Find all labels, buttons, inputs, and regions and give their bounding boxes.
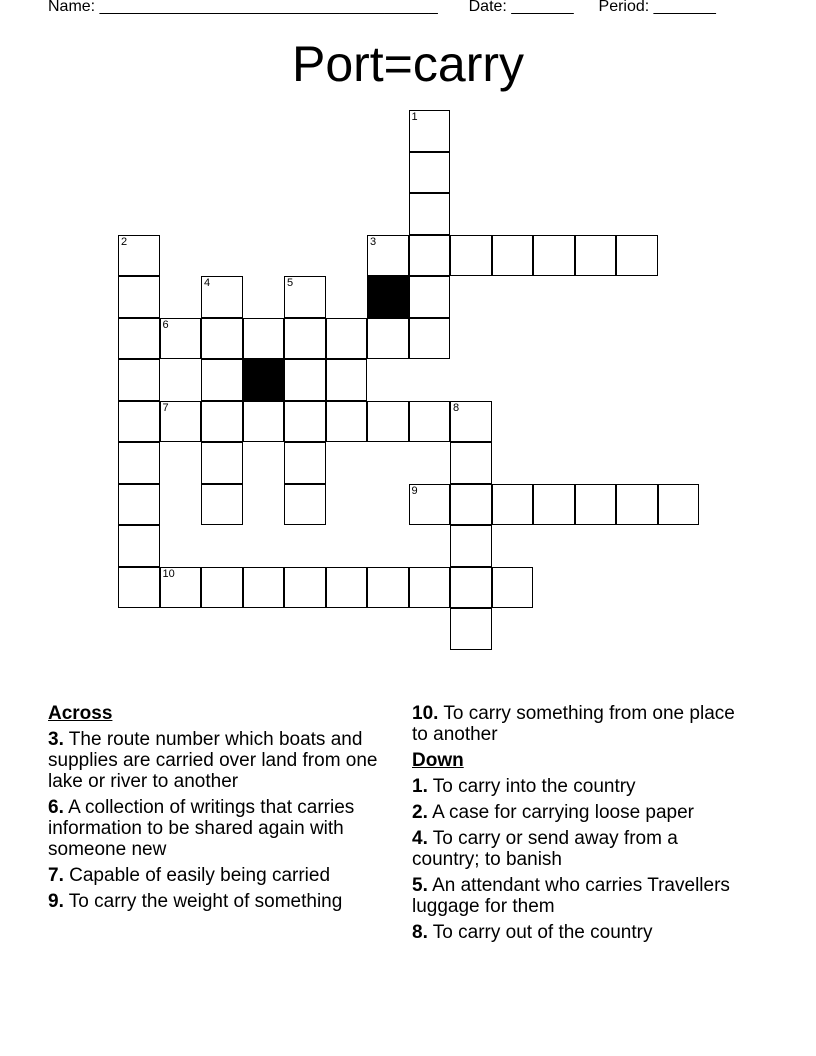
- crossword-cell[interactable]: [118, 318, 160, 360]
- crossword-cell[interactable]: [450, 235, 492, 277]
- crossword-cell[interactable]: [118, 276, 160, 318]
- crossword-cell[interactable]: [284, 567, 326, 609]
- crossword-cell[interactable]: [326, 401, 368, 443]
- crossword-cell[interactable]: [575, 484, 617, 526]
- crossword-cell[interactable]: [409, 276, 451, 318]
- crossword-cell[interactable]: [533, 235, 575, 277]
- name-field-label: Name: ______________________________________: [48, 0, 438, 15]
- down-clue-4: [412, 828, 742, 870]
- clue-text: To carry or send away from a country; to banish: [412, 828, 678, 870]
- crossword-cell[interactable]: [201, 442, 243, 484]
- crossword-cell[interactable]: [284, 401, 326, 443]
- crossword-block: [243, 359, 285, 401]
- crossword-cell[interactable]: [284, 484, 326, 526]
- crossword-cell[interactable]: [201, 318, 243, 360]
- crossword-cell[interactable]: [326, 359, 368, 401]
- crossword-cell[interactable]: [160, 318, 202, 360]
- crossword-cell[interactable]: [284, 442, 326, 484]
- clue-number: 7.: [48, 865, 64, 886]
- crossword-cell[interactable]: [118, 442, 160, 484]
- clue-text: To carry something from one place to another: [412, 703, 735, 745]
- crossword-cell[interactable]: [409, 193, 451, 235]
- clue-number: 10.: [412, 703, 439, 724]
- crossword-cell[interactable]: [367, 235, 409, 277]
- clue-text: An attendant who carries Travellers luggage for them: [412, 875, 730, 917]
- clue-number: 6.: [48, 797, 64, 818]
- crossword-cell[interactable]: [616, 235, 658, 277]
- crossword-cell[interactable]: [409, 110, 451, 152]
- clue-number: 5.: [412, 875, 428, 896]
- crossword-cell[interactable]: [243, 401, 285, 443]
- clue-number: 2.: [412, 802, 428, 823]
- cell-number: 10: [162, 567, 175, 580]
- crossword-block: [367, 276, 409, 318]
- period-field-label: Period: _______: [598, 0, 716, 15]
- cell-number: 5: [287, 277, 294, 289]
- crossword-cell[interactable]: [409, 152, 451, 194]
- clue-text: To carry the weight of something: [68, 891, 343, 912]
- crossword-cell[interactable]: [616, 484, 658, 526]
- crossword-cell[interactable]: [201, 401, 243, 443]
- cell-number: 8: [453, 401, 460, 414]
- down-clue-2: [412, 802, 742, 823]
- across-clue-7: [48, 865, 388, 886]
- crossword-cell[interactable]: [160, 567, 202, 609]
- crossword-cell[interactable]: [284, 359, 326, 401]
- across-clues: [48, 703, 388, 917]
- crossword-cell[interactable]: [201, 567, 243, 609]
- crossword-cell[interactable]: [492, 484, 534, 526]
- cell-number: 1: [411, 111, 418, 123]
- crossword-cell[interactable]: [409, 318, 451, 360]
- crossword-cell[interactable]: [492, 567, 534, 609]
- cell-number: 7: [162, 401, 169, 414]
- crossword-cell[interactable]: [367, 318, 409, 360]
- crossword-cell[interactable]: [367, 401, 409, 443]
- crossword-cell[interactable]: [326, 318, 368, 360]
- clue-number: 4.: [412, 828, 428, 849]
- crossword-cell[interactable]: [201, 359, 243, 401]
- cell-number: 3: [370, 235, 377, 248]
- crossword-cell[interactable]: [533, 484, 575, 526]
- across-heading: Across: [48, 703, 113, 724]
- clue-text: A case for carrying loose paper: [432, 802, 695, 823]
- crossword-cell[interactable]: [118, 525, 160, 567]
- worksheet-header: [48, 0, 716, 16]
- crossword-cell[interactable]: [450, 401, 492, 443]
- crossword-cell[interactable]: [367, 567, 409, 609]
- crossword-cell[interactable]: [450, 442, 492, 484]
- crossword-cell[interactable]: [409, 484, 451, 526]
- cell-number: 2: [121, 235, 128, 248]
- right-clues-column: [412, 703, 742, 948]
- clue-number: 1.: [412, 776, 428, 797]
- crossword-cell[interactable]: [409, 235, 451, 277]
- crossword-cell[interactable]: [118, 359, 160, 401]
- across-clue-6: [48, 797, 388, 860]
- across-clue-9: [48, 891, 388, 912]
- clue-text: A collection of writings that carries information to be shared again with someone new: [48, 797, 355, 860]
- cell-number: 6: [162, 318, 169, 331]
- clue-text: To carry into the country: [432, 776, 636, 797]
- crossword-cell[interactable]: [658, 484, 700, 526]
- clue-text: Capable of easily being carried: [69, 865, 331, 886]
- puzzle-title: Port=carry: [291, 36, 524, 92]
- crossword-cell[interactable]: [243, 567, 285, 609]
- crossword-cell[interactable]: [118, 401, 160, 443]
- clue-text: The route number which boats and supplies are carried over land from one lake or river to another: [48, 729, 378, 792]
- across-clue-10: [412, 703, 742, 745]
- crossword-cell[interactable]: [160, 401, 202, 443]
- across-clue-3: [48, 729, 388, 792]
- crossword-cell[interactable]: [450, 484, 492, 526]
- crossword-cell[interactable]: [409, 567, 451, 609]
- clue-number: 8.: [412, 922, 428, 943]
- date-field-label: Date: _______: [468, 0, 574, 15]
- crossword-cell[interactable]: [409, 401, 451, 443]
- crossword-cell[interactable]: [326, 567, 368, 609]
- crossword-cell[interactable]: [243, 318, 285, 360]
- cell-number: 4: [204, 277, 211, 289]
- crossword-cell[interactable]: [450, 567, 492, 609]
- down-clue-5: [412, 875, 742, 917]
- crossword-cell[interactable]: [201, 484, 243, 526]
- crossword-cell[interactable]: [575, 235, 617, 277]
- clue-number: 9.: [48, 891, 64, 912]
- crossword-cell[interactable]: [201, 276, 243, 318]
- crossword-cell[interactable]: [284, 276, 326, 318]
- crossword-cell[interactable]: [118, 484, 160, 526]
- crossword-cell[interactable]: [450, 525, 492, 567]
- crossword-cell[interactable]: [492, 235, 534, 277]
- clue-number: 3.: [48, 729, 64, 750]
- down-heading: Down: [412, 750, 464, 771]
- down-clue-1: [412, 776, 742, 797]
- crossword-cell[interactable]: [118, 235, 160, 277]
- crossword-cell[interactable]: [450, 608, 492, 650]
- cell-number: 9: [411, 484, 418, 497]
- clue-text: To carry out of the country: [432, 922, 653, 943]
- crossword-cell[interactable]: [284, 318, 326, 360]
- crossword-cell[interactable]: [118, 567, 160, 609]
- down-clue-8: [412, 922, 742, 943]
